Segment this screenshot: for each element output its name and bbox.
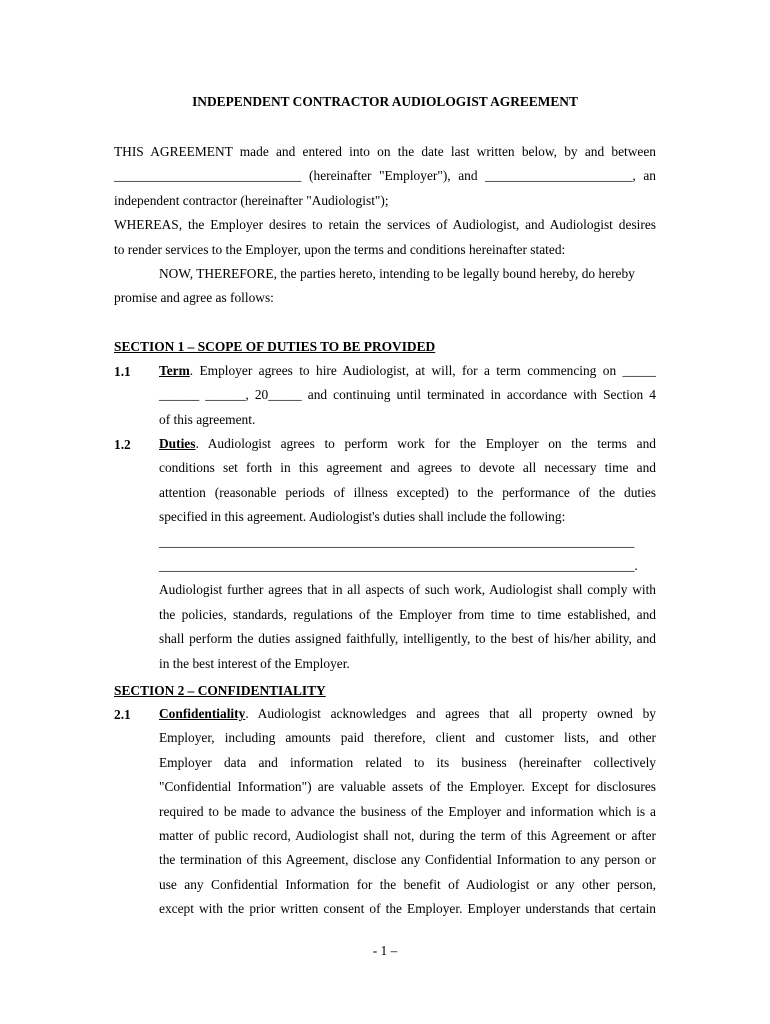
- section-1-heading: SECTION 1 – SCOPE OF DUTIES TO BE PROVIDED: [114, 339, 436, 354]
- item-line: conditions set forth in this agreement and agrees to devote all necessary time and: [159, 460, 656, 476]
- item-line: required to be made to advance the business of the Employer and information which is a: [159, 803, 656, 819]
- section-1-item-2: [159, 432, 656, 676]
- item-line: attention (reasonable periods of illness excepted) to the performance of the duties: [159, 484, 656, 500]
- item-line: Audiologist further agrees that in all aspects of such work, Audiologist shall comply with: [159, 582, 656, 598]
- item-line: shall perform the duties assigned faithfully, intelligently, to the best of his/her ability, and: [159, 631, 656, 647]
- item-line: use any Confidential Information for the benefit of Audiologist or any other person,: [159, 876, 656, 892]
- item-line: of this agreement.: [159, 411, 256, 427]
- item-line: [159, 432, 656, 456]
- item-line: except with the prior written consent of the Employer. Employer understands that certain: [159, 901, 656, 917]
- item-number: 2.1: [114, 707, 131, 722]
- item-number: 1.2: [114, 437, 131, 452]
- item-number: 1.1: [114, 364, 131, 379]
- now-therefore-line: NOW, THEREFORE, the parties hereto, intending to be legally bound hereby, do hereby: [159, 265, 635, 281]
- duties-blank-line: _______________________________________________________________________.: [159, 557, 638, 573]
- intro-line: independent contractor (hereinafter "Audiologist");: [114, 192, 389, 208]
- document-title: INDEPENDENT CONTRACTOR AUDIOLOGIST AGREEMENT: [192, 94, 578, 109]
- item-text: . Audiologist agrees to perform work for the Employer on the terms and: [195, 436, 656, 451]
- item-line: [159, 702, 656, 726]
- item-title: Duties: [159, 436, 196, 451]
- page-number: - 1 –: [372, 943, 398, 958]
- item-line: specified in this agreement. Audiologist's duties shall include the following:: [159, 509, 566, 525]
- item-line: matter of public record, Audiologist shall not, during the term of this Agreement or after: [159, 827, 656, 843]
- item-text: . Audiologist acknowledges and agrees that all property owned by: [245, 706, 656, 721]
- intro-line: THIS AGREEMENT made and entered into on the date last written below, by and between: [114, 144, 656, 159]
- item-text: . Employer agrees to hire Audiologist, at will, for a term commencing on _____: [189, 363, 656, 378]
- item-line: the termination of this Agreement, disclose any Confidential Information to any person or: [159, 852, 656, 868]
- item-line: Employer data and information related to its business (hereinafter collectively: [159, 754, 656, 770]
- item-line: [159, 359, 656, 383]
- item-line: in the best interest of the Employer.: [159, 655, 350, 671]
- item-line: "Confidential Information") are valuable assets of the Employer. Except for disclosures: [159, 779, 656, 795]
- intro-line: ____________________________ (hereinafter "Employer"), and ______________________, an: [114, 168, 656, 184]
- section-2-heading: SECTION 2 – CONFIDENTIALITY: [114, 683, 326, 698]
- item-title: Term: [159, 363, 190, 378]
- item-title: Confidentiality: [159, 706, 246, 721]
- item-line: the policies, standards, regulations of the Employer from time to time established, and: [159, 606, 656, 622]
- whereas-line: to render services to the Employer, upon the terms and conditions hereinafter stated:: [114, 241, 566, 257]
- now-therefore-line: promise and agree as follows:: [114, 290, 274, 306]
- item-line: Employer, including amounts paid therefore, client and customer lists, and other: [159, 730, 656, 746]
- section-2-item-1: [159, 702, 656, 922]
- section-1-item-1: [159, 359, 656, 432]
- item-line: ______ ______, 20_____ and continuing until terminated in accordance with Section 4: [159, 387, 656, 403]
- whereas-line: WHEREAS, the Employer desires to retain the services of Audiologist, and Audiologist desires: [114, 217, 656, 233]
- intro-paragraph: [114, 140, 656, 311]
- duties-blank-line: _______________________________________________________________________: [159, 533, 635, 549]
